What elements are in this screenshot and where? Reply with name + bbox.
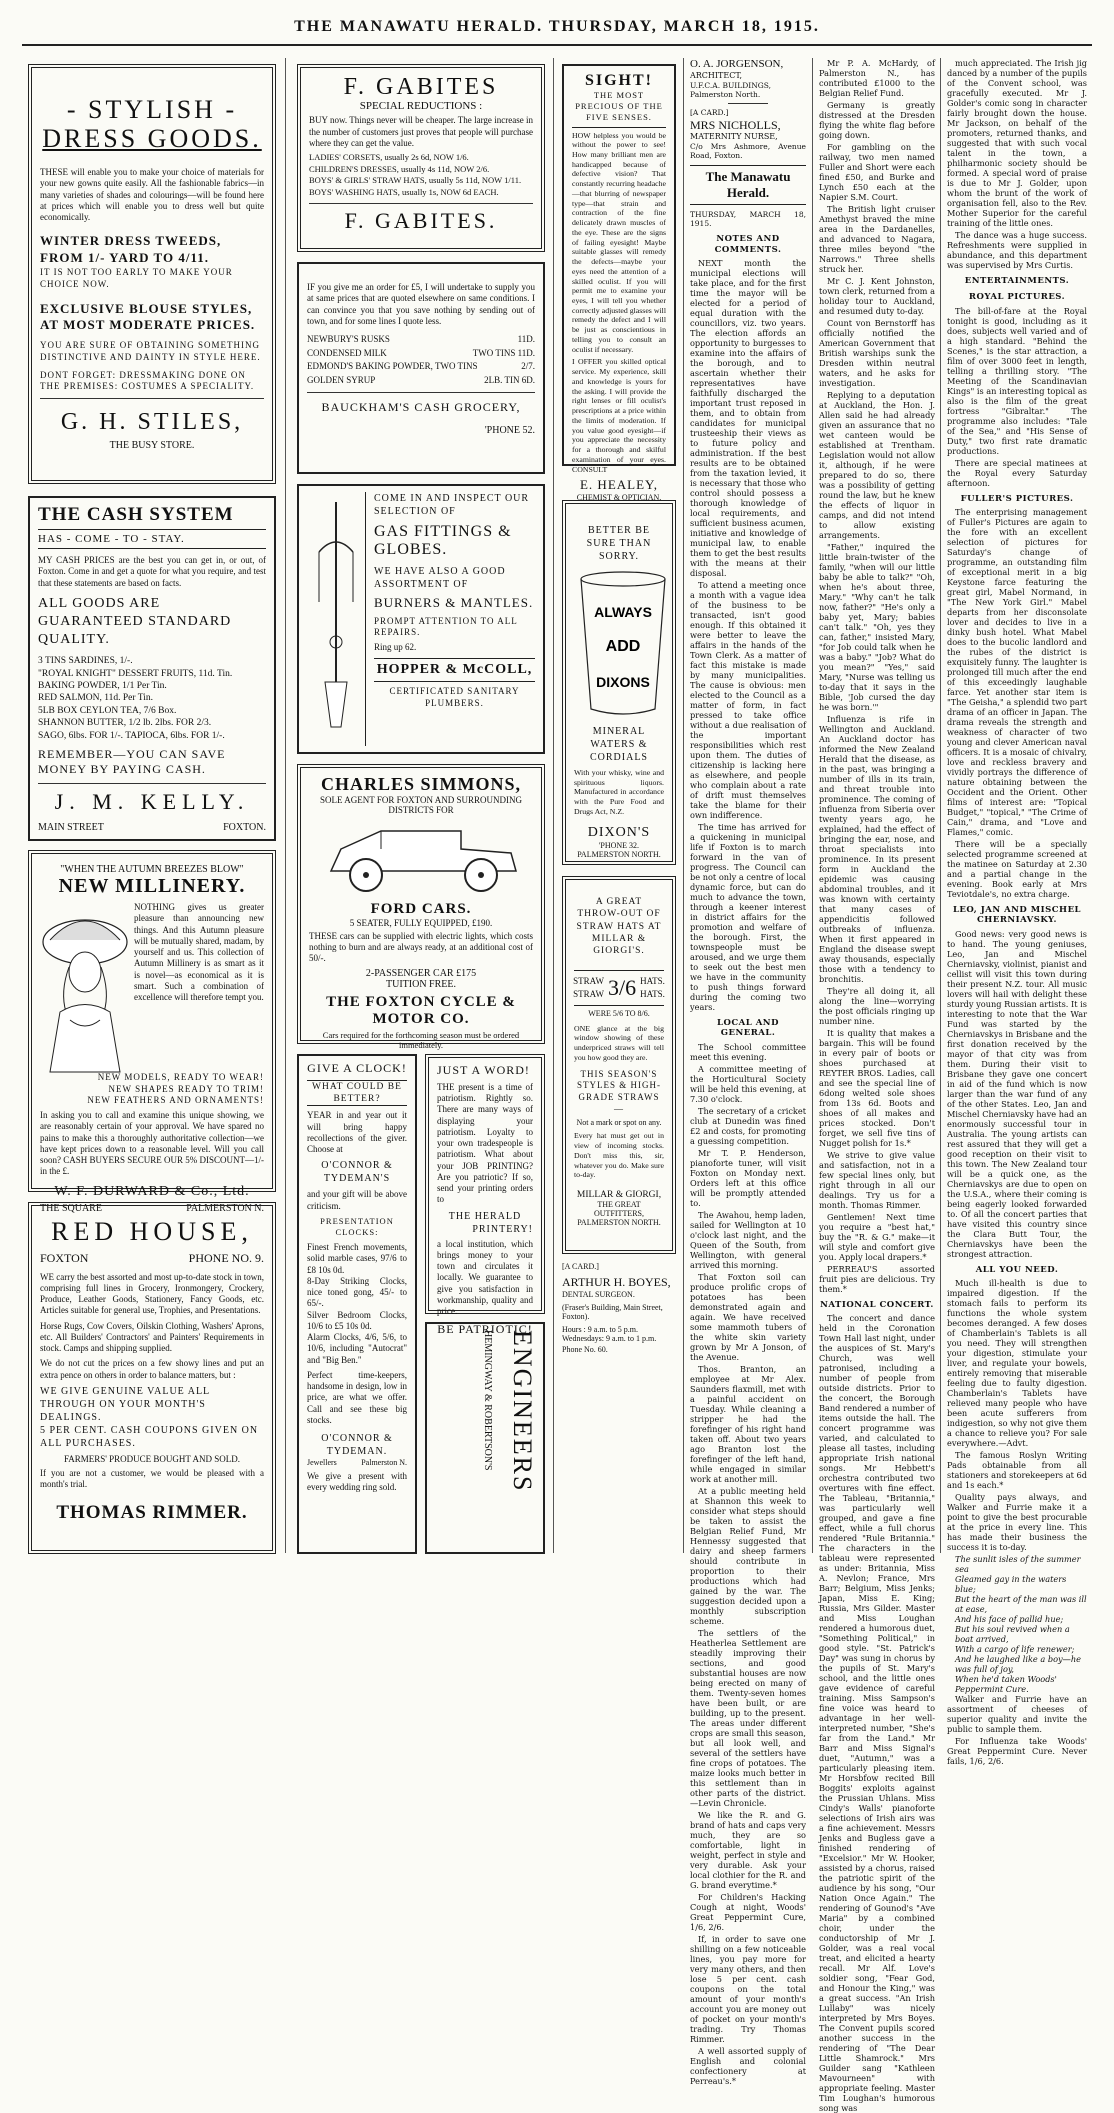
- clock-name: O'CONNOR & TYDEMAN.: [321, 1433, 393, 1458]
- clock-advert: [297, 1054, 417, 1554]
- column-divider: [812, 58, 813, 1553]
- bauckham-name: BAUCKHAM'S CASH GROCERY,: [321, 400, 521, 414]
- need-paragraph: Quality pays always, and Walker and Furrie make it a point to give the best procurable at the price in every line. This has made their business the success it is to-day.: [947, 1492, 1087, 1553]
- poem-line: When he'd taken Woods' Peppermint Cure.: [955, 1674, 1057, 1695]
- durward-title: NEW MILLINERY.: [58, 875, 246, 897]
- kelly-subtitle: HAS - COME - TO - STAY.: [38, 529, 266, 549]
- fuller-heading: FULLER'S PICTURES.: [960, 493, 1074, 504]
- rimmer-produce: FARMERS' PRODUCE BOUGHT AND SOLD.: [63, 1453, 241, 1464]
- clock-pres: PRESENTATION CLOCKS:: [320, 1215, 394, 1238]
- kelly-price-item: SAGO, 6lbs. FOR 1/-. TAPIOCA, 6lbs. FOR 1/-.: [38, 730, 225, 741]
- kelly-advert: [28, 496, 276, 841]
- rimmer-coupons: 5 PER CENT. CASH COUPONS GIVEN ON ALL PURCHASES.: [40, 1424, 259, 1449]
- concert-continued: much appreciated. The Irish jig danced by a number of the pupils of the Convent school, was gracefully executed. Mr J. Golder's comic song in character fairly brought down the house. Mr Jackson, on behalf of the promoters, returned thanks, and suggested that with such vocal talent in the town, a philharmonic society should be formed. A special word of praise is due to Mr J. Golder, upon whom the brunt of the work of organisation fell, also to the Rev. Mother Superior for the careful training of the little ones.: [947, 58, 1087, 228]
- engineers-firm: HEMINGWAY & ROBERTSON'S: [482, 1330, 493, 1471]
- simmons-cars: FORD CARS.: [370, 900, 472, 917]
- bauckham-item: CONDENSED MILK: [307, 347, 387, 358]
- boyes-card-label: [A CARD.]: [562, 1262, 599, 1271]
- simmons-sub: SOLE AGENT FOR FOXTON AND SURROUNDING DISTRICTS FOR: [320, 794, 522, 815]
- rimmer-title: RED HOUSE,: [51, 1217, 253, 1246]
- notes-paragraph: The time has arrived for a quickening in municipal life if Foxton is to march forward in the van of progress. The Council can be not only a centre of local dynamic force, but can do much to advance the town, through a keener interest in district affairs for the promotion and welfare of the borough. First, the townspeople must be aroused, and we urge them to seek out the best men we have in the community to push things forward during the coming two years.: [690, 821, 806, 1012]
- bauckham-phone: 'PHONE 52.: [484, 424, 535, 436]
- ford-car-illustration: [311, 819, 531, 897]
- millar-season: THIS SEASON'S STYLES & HIGH-GRADE STRAWS—: [577, 1068, 661, 1114]
- stiles-intro: THESE will enable you to make your choice of materials for your new gowns quite easily. All the fashionable fabrics—in many varieties of shades and colourings—will be found here at prices which will enable you to dress well but quite economically.: [40, 167, 264, 223]
- jorgenson-role: ARCHITECT,: [690, 71, 743, 81]
- kelly-price-item: BAKING POWDER, 1/1 Per Tin.: [38, 681, 167, 692]
- local-item: That Foxton soil can produce prolific crops of potatoes has been demonstrated again and again. We have received some mammoth tubers of the white skin variety grown by Mr A Jonson, of the Avenue.: [690, 1271, 806, 1362]
- entertainments-heading: ENTERTAINMENTS.: [964, 276, 1070, 286]
- clock-town: Palmerston N.: [361, 1458, 407, 1468]
- kelly-intro: MY CASH PRICES are the best you can get in, or out, of Foxton. Come in and get a quote for what you require, and test that these statements are based on facts.: [38, 555, 266, 588]
- bauckham-price: 11D.: [517, 334, 535, 344]
- kelly-address: MAIN STREET: [38, 822, 104, 834]
- kelly-name: J. M. KELLY.: [54, 789, 250, 815]
- millar-advert: [562, 876, 676, 1254]
- gabites-sub: SPECIAL REDUCTIONS :: [359, 100, 483, 113]
- news-item: Mr C. J. Kent Johnston, town clerk, returned from a holiday tour to Auckland, and resumed duty to-day.: [819, 276, 935, 316]
- notes-paragraph: To attend a meeting once a month with a vague idea of the business to be transacted, isn't good enough. If this obtained it were better to leave the affairs in the hands of the Town Clerk. As a matter of fact this mistake is made by many municipalities. The cause is obvious: men elected to the Council as a matter of form, in fact pressed to take office without a due realisation of the important responsibilities which rest upon them. The duties of citizenship is lacking here as elsewhere, and people who complain about a rate of drift must themselves take the blame for their own indifference.: [690, 579, 806, 820]
- herald-name: THE HERALD: [448, 1210, 522, 1222]
- millar-price: 3/6: [607, 974, 637, 1000]
- local-item: Mr T. P. Henderson, pianoforte tuner, will visit Foxton on Monday next. Orders left at this office will be promptly attended to.: [690, 1147, 806, 1208]
- column-divider: [683, 58, 684, 1553]
- gabites-name: F. GABITES.: [344, 208, 498, 234]
- news-item: Mr P. A. McHardy, of Palmerston N., has contributed £1000 to the Belgian Relief Fund.: [819, 58, 935, 98]
- kelly-price-item: SHANNON BUTTER, 1/2 lb. 2lbs. FOR 2/3.: [38, 718, 212, 729]
- news-item: For Influenza take Woods' Great Peppermint Cure. Never fails, 1/6, 2/6.: [947, 1736, 1087, 1767]
- dixon-name: DIXON'S: [587, 824, 651, 840]
- millar-straw-1: STRAW: [573, 976, 604, 987]
- durward-town: PALMERSTON N.: [186, 1202, 264, 1214]
- millar-hats-2: HATS.: [640, 988, 665, 999]
- rimmer-name: THOMAS RIMMER.: [56, 1502, 248, 1524]
- column-divider: [285, 58, 286, 1553]
- kelly-guarantee: ALL GOODS ARE GUARANTEED STANDARD QUALITY.: [38, 595, 232, 648]
- hopper-advert: [297, 484, 545, 754]
- simmons-advert: [297, 764, 545, 1051]
- gabites-intro: BUY now. Things never will be cheaper. The large increase in the number of customers just proves that people will purchase where they can get the value.: [309, 115, 533, 148]
- millar-town: PALMERSTON NORTH.: [577, 1218, 661, 1228]
- stiles-tweeds: WINTER DRESS TWEEDS, FROM 1/- YARD TO 4/11.: [40, 233, 222, 266]
- durward-quote: "WHEN THE AUTUMN BREEZES BLOW": [60, 864, 244, 875]
- durward-line-2: NEW SHAPES READY TO TRIM!: [108, 1083, 264, 1094]
- healey-sub-2: CHEMIST & OPTICIAN.: [576, 493, 662, 503]
- concert-continued: The dance was a huge success. Refreshments were supplied in abundance, and this department was supervised by Mrs Curtis.: [947, 230, 1087, 270]
- bauckham-item: GOLDEN SYRUP: [307, 374, 376, 385]
- simmons-tuition: TUITION FREE.: [386, 978, 456, 990]
- kelly-remember: REMEMBER—YOU CAN SAVE MONEY BY PAYING CASH.: [38, 746, 226, 777]
- durward-address: THE SQUARE: [40, 1202, 102, 1214]
- gabites-item: BOYS' WASHING HATS, usually 1s, NOW 6d EACH.: [309, 186, 499, 197]
- news-item: Influenza is rife in Wellington and Auckland. An Auckland doctor has informed the New Zealand Herald that the disease, as in the past, was bringing a number of ills in its train, and threat trouble into prominence. The coming of influenza from Siberia over twenty years ago, he explained, had the effect of bringing the ear, nose, and throat specialists into prominence. In its present form in Auckland the epidemic was causing abdominal troubles, and it was known with certainty that many cases of appendicitis followed outbreaks of influenza. When it first appeared in England the disease swept away thousands, especially those with a tendency to bronchitis.: [819, 714, 935, 984]
- poem-line: And he laughed like a boy—he was full of joy,: [955, 1654, 1081, 1675]
- rimmer-phone: PHONE NO. 9.: [188, 1250, 264, 1265]
- dixon-body: With your whisky, wine and spirituous liquors. Manufactured in accordance with the Pure Food and Drugs Act, N.Z.: [574, 768, 664, 816]
- kelly-town: FOXTON.: [223, 822, 266, 834]
- news-item: We strive to give value and satisfaction, not in a few special lines only, but right through in all our dealings. Try us for a month. Thomas Rimmer.: [819, 1150, 935, 1210]
- masthead: THE MANAWATU HERALD. THURSDAY, MARCH 18, 1915.: [294, 18, 820, 35]
- healey-name: E. HEALEY,: [579, 477, 658, 493]
- engineers-title: ENGINEERS: [508, 1330, 537, 1493]
- durward-invite: In asking you to call and examine this unique showing, we are reasonably certain of your approval. We have spared no pains to make this a thoroughly authoritative collection—we have kept prices down to a reasonable level. Will you call soon? CASH BUYERS SECURE OUR 5% DISCOUNT—1/- in the £.: [40, 1110, 265, 1177]
- local-item: The secretary of a cricket club at Dunedin was fined £2 and costs, for promoting a guessing competition.: [690, 1105, 806, 1146]
- news-item: The British light cruiser Amethyst braved the mine area in the Dardanelles, and advanced to Nagara, three miles beyond "the Narrows." Three shells struck her.: [819, 204, 935, 274]
- local-item: A committee meeting of the Horticultural Society will be held this evening, at 7.30 o'clock.: [690, 1063, 806, 1104]
- clock-item: Alarm Clocks, 4/6, 5/6, to 10/6, including "Autocrat" and "Big Ben.": [307, 1332, 407, 1365]
- poem-line: Gleamed gay in the waters blue;: [955, 1574, 1067, 1595]
- hopper-title: GAS FITTINGS & GLOBES.: [374, 523, 512, 559]
- boyes-address: (Fraser's Building, Main Street, Foxton).: [562, 1303, 663, 1321]
- gabites-item: CHILDREN'S DRESSES, usually 4s 11d, NOW 2/6.: [309, 163, 490, 174]
- local-item: At a public meeting held at Shannon this week to consider what steps should be taken to assist the Belgian Relief Fund, Mr Hennessy suggested that dairy and sheep farmers should contribute in proportion to their productions which had gained by the war. The suggestion decided upon a monthly subscription scheme.: [690, 1485, 806, 1626]
- news-item: "Father," inquired the little brain-twister of the family, "when will our little baby be able to talk?" "Oh, when he's about three, Mary." "Why can't he talk now, father?" "He's only a baby yet, Mary; babies can't talk." "Oh, yes they can, father," insisted Mary, "for Job could talk when he was a baby." "Job? What do you mean?" "Yes," said Mary, "Nurse was telling us to-day that it says in the Bible, 'Job cursed the day he was born.'": [819, 542, 935, 712]
- kelly-title: THE CASH SYSTEM: [38, 504, 234, 525]
- news-item: Replying to a deputation at Auckland, the Hon. J. Allen said he had already given an assurance that no wet canteen would be established at Trentham. Legislation would not allow it, although, if he were prepared to do so, there was a possibility of getting round the law, but he knew the effects of liquor in camps, and did not intend to allow existing arrangements.: [819, 390, 935, 540]
- need-paragraph: Much ill-health is due to impaired digestion. If the stomach fails to perform its functions the whole system becomes deranged. A few doses of Chamberlain's Tablets is all you need. They will strengthen your digestion, stimulate your liver, and regulate your bowels, entirely removing that miserable feeling due to faulty digestion. Chamberlain's Tablets have relieved many people who have been acute sufferers from indigestion, so why not give them a chance to relieve you? For sale everywhere.—Advt.: [947, 1278, 1087, 1449]
- paper-title: The Manawatu Herald.: [690, 165, 806, 205]
- local-item: We like the R. and G. brand of hats and caps very much, they are so comfortable, light in weight, perfect in style and very durable. Ask your local clothier for the R. and G. brand everytime.*: [690, 1809, 806, 1890]
- kelly-price-item: 5LB BOX CEYLON TEA, 7/6 Box.: [38, 705, 177, 716]
- local-item: The Awahou, hemp laden, sailed for Wellington at 10 o'clock last night, and the Queen of the South, from Wellington, with general arrived this morning.: [690, 1209, 806, 1270]
- boyes-hours: Hours : 9 a.m. to 5 p.m. Wednesdays: 9 a.m. to 1 p.m.: [562, 1325, 657, 1343]
- boyes-role: DENTAL SURGEON.: [562, 1290, 635, 1299]
- herald-title: JUST A WORD!: [437, 1063, 530, 1077]
- nicholls-card-label: [A CARD.]: [690, 108, 729, 118]
- bauckham-price: 2LB. TIN 6D.: [484, 374, 535, 385]
- millar-head: A GREAT THROW-OUT OF STRAW HATS AT MILLAR & GIORGI'S.: [576, 897, 662, 957]
- millar-body: ONE glance at the big window showing of these underpriced straws will tell you how good they are.: [574, 1023, 664, 1062]
- concert-paragraph: The concert and dance held in the Coronation Town Hall last night, under the auspices of St. Mary's Church, was well patronised, including a number of people from outside districts. Prior to the concert, the Borough Band rendered a number of items outside the hall. The concert programme was varied, and calculated to please all tastes, including appropriate Irish national songs. Mr Hebbett's orchestra contributed two overtures with fine effect. The Tableau, "Britannia," was particularly well grouped, and gave a fine effect, while a full chorus rendered "Rule Britannia." The characters in the tableau were represented as under: Britannia, Miss A. Nevlon; France, Mrs Barr; Belgium, Miss Jenks; Japan, Miss E. King; Russia, Mrs Gilder. Master and Miss Loughan rendered a humorous duet, "Something Political," in good style. "St. Patrick's Day" was sung in chorus by the pupils of St. Mary's school, and the little ones gave evidence of careful training. Miss Sampson's fine voice was heard to advantage in her well-interpreted number, "She's far from the Land." Mr Barr and Miss Signal's duet, "Autumn," was a particularly pleasing item. Mr Horsbfow recited Bill Boggits' exploits against the Prussian Uhlans. Miss Cindy's Walls' pianoforte selections of Irish airs was a fine achievement. Messrs Jenks and Bugless gave a finished rendering of "Excelsior." Mr W. Hooker, assisted by a chorus, raised the patriotic spirit of the audience by his song, "Our Nation Once Again." The rendering of Gounod's "Ave Maria" by a combined choir, under the conductorship of Mr J. Golder, was a real vocal treat, and elicited a hearty recall. Mr Alf. Love's soldier song, "Fear God, and Honour the King," was a great success. "An Irish Lullaby" was nicely interpreted by Mrs Boyes. The Convent pupils scored another success in the rendering of "The Dear Little Shamrock." Mrs Guilder sang "Kathleen Mavourneen" with appropriate feeling. Master Tim Loughan's humorous song was: [819, 1313, 935, 2113]
- hopper-line-1: COME IN AND INSPECT OUR SELECTION OF: [374, 493, 530, 517]
- poem-line: And his face of pallid hue;: [955, 1614, 1064, 1625]
- nicholls-address: C/o Mrs Ashmore, Avenue Road, Foxton.: [690, 141, 806, 161]
- kelly-price-item: "ROYAL KNIGHT" DESSERT FRUITS, 11d. Tin.: [38, 668, 233, 679]
- millar-spot: Not a mark or spot on any.: [576, 1118, 662, 1128]
- concert-heading: NATIONAL CONCERT.: [820, 1300, 934, 1310]
- leo-heading: LEO, JAN AND MISCHEL CHERNIAVSKY.: [952, 905, 1082, 926]
- news-item: It is quality that makes a bargain. This will be found in every pair of boots or shoes purchased at REYTER BROS. Ladies, call and see the special line of 6dong welted sole shoes from 13s 6d. Boots and shoes of all makes and prices stocked. Don't forget, we sell five tins of Nugget polish for 1s.*: [819, 1028, 935, 1148]
- millar-straw-2: STRAW: [573, 988, 604, 999]
- stiles-title-1: - STYLISH -: [66, 95, 238, 124]
- poem-line: The sunlit isles of the summer sea: [955, 1554, 1081, 1575]
- news-item: Gentlemen! Next time you require a "best hat," buy the "R. & G." make—it will style and comfort give you. Apply local drapers.*: [819, 1212, 935, 1262]
- stiles-tagline: THE BUSY STORE.: [109, 439, 195, 451]
- local-item: For Children's Hacking Cough at night, Woods' Great Peppermint Cure, 1/6, 2/6.: [690, 1891, 806, 1932]
- stiles-tweeds-note: IT IS NOT TOO EARLY TO MAKE YOUR CHOICE NOW.: [40, 267, 233, 289]
- healey-body-2: I OFFER you skilled optical service. My experience, skill and knowledge is yours for the asking. I will provide the right lenses or fill oculist's prescriptions at a price within the limits of moderation. If you value good eyesight—if you appreciate the necessity for a thorough and skilful examination of your eyes. CONSULT: [572, 357, 666, 474]
- bauckham-item: EDMOND'S BAKING POWDER, TWO TINS: [307, 361, 478, 371]
- clock-item: 8-Day Striking Clocks, nice toned gong, 45/- to 65/-.: [307, 1275, 407, 1309]
- simmons-body: THESE cars can be supplied with electric lights, which costs nothing to burn and are always ready, at an additional cost of 50/-.: [309, 930, 533, 964]
- fuller-paragraph: There will be a specially selected programme screened at the matinee on Saturday at 2.30 and a partial change in the evening. Book early at Mrs Teviotdale's, no extra charge.: [947, 839, 1087, 900]
- royal-heading: ROYAL PICTURES.: [968, 292, 1066, 303]
- news-item: Walker and Furrie have an assortment of cheeses of superior quality and invite the public to sample them.: [947, 1694, 1087, 1735]
- millar-hats-1: HATS.: [640, 976, 665, 987]
- stiles-title-2: DRESS GOODS.: [42, 123, 262, 153]
- dixon-head: BETTER BE SURE THAN SORRY.: [586, 525, 652, 562]
- dixon-waters: MINERAL WATERS & CORDIALS: [589, 726, 648, 763]
- news-item: Germany is greatly distressed at the Dresden flying the white flag before going down.: [819, 100, 935, 140]
- clock-jewellers: Jewellers: [307, 1458, 337, 1468]
- nicholls-name: MRS NICHOLLS,: [690, 117, 781, 132]
- herald-body: THE present is a time of patriotism. Rightly so. There are many ways of displaying your patriotism. Loyalty to your own tradespeople is patriotism. What about your JOB PRINTING? Are you patriotic? If so, send your printing orders to: [437, 1081, 533, 1205]
- durward-line-1: NEW MODELS, READY TO WEAR!: [97, 1072, 264, 1082]
- rimmer-advert: [28, 1202, 276, 1554]
- column-divider: [940, 58, 941, 1553]
- gabites-title: F. GABITES: [343, 74, 499, 100]
- hopper-name: HOPPER & McCOLL,: [374, 658, 535, 682]
- stiles-distinctive: YOU ARE SURE OF OBTAINING SOMETHING DISTINCTIVE AND DAINTY IN STYLE HERE.: [40, 340, 261, 363]
- healey-title: SIGHT!: [584, 72, 653, 89]
- durward-name: W. F. DURWARD & Co., Ltd.: [54, 1183, 250, 1199]
- rimmer-genuine: WE GIVE GENUINE VALUE ALL THROUGH ON YOUR MONTH'S DEALINGS.: [40, 1385, 210, 1423]
- clock-firm: O'CONNOR & TYDEMAN'S: [321, 1160, 393, 1185]
- leo-paragraph: Good news: very good news is to hand. The young geniuses, Leo, Jan and Mischel Cherniavsky, violinist, pianist and cellist will visit this town during their present N.Z. tour. All music lovers will hail with delight these sturdy young Russian artists. It is interesting to note that the War Fund was started by the Cherniavskys in Brisbane and the first donation received by the mayor of that city was from them. During their visit to Brisbane they gave one concert in aid of the fund which is now larger than the war fund of any of the other States. Leo, Jan and Mischel Cherniavsky have had an enormously successful tour in Australia. The young artists can rest assured that they will get a good reception on their visit to this town. The New Zealand tour will be a quick one, as the Cherniavskys are due to open on the U.S.A., where their coming is being eagerly looked forwarded to. Of all the concert parties that have visited this country since the Clara Butt Tour, the Cherniavskys have been the strongest attraction.: [947, 928, 1087, 1259]
- rimmer-town: FOXTON: [40, 1250, 89, 1265]
- gabites-advert: [297, 64, 545, 252]
- stiles-advert: [28, 64, 276, 484]
- simmons-spec: 5 SEATER, FULLY EQUIPPED, £190.: [349, 917, 493, 928]
- news-column-5: [819, 58, 935, 2113]
- local-item: A well assorted supply of English and colonial confectionery at Perreau's.*: [690, 2045, 806, 2086]
- need-paragraph: The famous Roslyn Writing Pads obtainable from all stationers and storekeepers at 6d and 1s each.*: [947, 1450, 1087, 1491]
- fuller-paragraph: The enterprising management of Fuller's Pictures are again to the fore with an excellent selection of pictures for Saturday's change of programme, an outstanding film of exceptional merit in a big Keystone farce featuring the great girl, Mabel Normand, in "The New York Girl." Mabel departs from her disconsolate lover and decides to live in a dinky bush hotel. What Mabel does to the bucolic landlord and the rubes of the district is exquisitely funny. The laughter is prolonged till much after the end of this exceedingly laughable farce. Yet another star item is "The Geisha," a splendid two part drama of an officer in Japan. The drama reveals the strength and weakness of character of two young and clever American naval officers. It is a mosaic of chivalry, love and reckless bravery and vividly portrays the difference of nature obtaining between the Occident and the Orient. Other films of interest are: "Topical Budget," "topical," "The Crime of Cain," drama, and "Love and Flames," comic.: [947, 507, 1087, 838]
- jorgenson-address: U.F.C.A. BUILDINGS,: [690, 81, 772, 91]
- local-item: The settlers of the Heatherlea Settlement are steadily improving their sections, and good substantial houses are now being erected on many of them. Twenty-seven homes have been built, or are building, up to the present. The areas under different crops are small this season, but all look well, and several of the settlers have fine crops of potatoes. The maize looks much better in this settlement than in other parts of the district.—Levin Chronicle.: [690, 1627, 806, 1808]
- dixon-town: PALMERSTON NORTH.: [577, 849, 661, 859]
- news-item: Count von Bernstorff has officially notified the American Government that British warships sunk the Dresden within neutral waters, and he asks for investigation.: [819, 318, 935, 388]
- bauckham-price: TWO TINS 11D.: [472, 347, 535, 358]
- simmons-company: THE FOXTON CYCLE & MOTOR CO.: [326, 993, 516, 1027]
- jorgenson-name: O. A. JORGENSON,: [690, 58, 784, 70]
- healey-sub: THE MOST PRECIOUS OF THE FIVE SENSES.: [572, 90, 666, 127]
- news-item: PERREAU'S assorted fruit pies are delicious. Try them.*: [819, 1264, 935, 1294]
- gabites-list: [309, 152, 533, 198]
- need-heading: ALL YOU NEED.: [975, 1264, 1059, 1275]
- jorgenson-town: Palmerston North.: [690, 90, 761, 100]
- paper-date: THURSDAY, MARCH 18, 1915.: [690, 209, 806, 229]
- lady-hat-illustration: [40, 902, 130, 1072]
- healey-body: HOW helpless you would be without the power to see! How many brilliant men are handicapped because of defective vision? That constantly recurring headache—that blurring of newspaper type—that strain and contraction of the fine delicately drawn muscles of the eye. These are the signs of failing eyesight! Maybe suitable glasses will remedy the defects—maybe your eyes need the attention of a skilled oculist. If you will permit me to examine your eyes, I will tell you whether correctly adjusted glasses will remedy the defect and I will be just as conscientious in telling you to consult an oculist if necessary.: [572, 130, 666, 354]
- hopper-burners: BURNERS & MANTLES.: [374, 594, 534, 610]
- bauckham-price: 2/7.: [521, 361, 535, 371]
- news-item: They're all doing it, all along the line—worrying the post officials ringing up number nine.: [819, 986, 935, 1026]
- poem-line: But the heart of the man was ill at ease,: [955, 1594, 1087, 1615]
- bauckham-list: [307, 333, 535, 387]
- local-item: Thos. Branton, an employee at Mr Alex. Saunders flaxmill, met with a painful accident on Tuesday. While cleaning a stripper he had the forefinger of his right hand taken off. About two years ago Branton lost the forefinger of the left hand, while engaged in similar work at another mill.: [690, 1363, 806, 1484]
- bauckham-advert: [297, 262, 545, 474]
- clock-body-2: and your gift will be above criticism.: [307, 1189, 407, 1211]
- rimmer-body: WE carry the best assorted and most up-to-date stock in town, comprising full lines in Grocery, Ironmongery, Crockery, Produce, Leather Goods, Stationery, Fancy Goods, etc. Articles suitable for general use, Trophies, and Presentations.: [40, 1271, 264, 1316]
- news-column-4: [690, 58, 806, 2086]
- kelly-price-list: [38, 655, 266, 741]
- notes-heading: NOTES AND COMMENTS.: [714, 234, 782, 255]
- royal-paragraph: There are special matinees at the Royal every Saturday afternoon.: [947, 457, 1087, 488]
- peppermint-poem: [947, 1554, 1087, 1694]
- hopper-sub: CERTIFICATED SANITARY PLUMBERS.: [389, 686, 520, 708]
- rimmer-body-3: We do not cut the prices on a few showy lines and put an extra pence on others in order to balance matters, but :: [40, 1358, 264, 1380]
- durward-body: NOTHING gives us greater pleasure than announcing new things. And this Autumn pleasure will be mutually shared, madam, by yourself and us. This collection of Autumn Millinery is as smart as it is novel—as economical as it is smart. Such a combination of excellence will therefore tempt you.: [134, 902, 264, 1002]
- local-item: The School committee meet this evening.: [690, 1041, 806, 1062]
- hopper-line-2: WE HAVE ALSO A GOOD ASSORTMENT OF: [374, 565, 506, 590]
- millar-sub: THE GREAT OUTFITTERS,: [594, 1200, 644, 1219]
- simmons-passenger: 2-PASSENGER CAR £175: [365, 967, 477, 979]
- simmons-title: CHARLES SIMMONS,: [320, 774, 522, 794]
- kelly-price-item: RED SALMON, 11d. Per Tin.: [38, 693, 153, 704]
- rimmer-body-2: Horse Rugs, Cow Covers, Oilskin Clothing, Washers' Aprons, etc. All Builders' Contractors' and Painters' Requirements in stock. Camps and shipping supplied.: [40, 1320, 264, 1354]
- local-heading: LOCAL AND GENERAL.: [717, 1017, 779, 1039]
- boyes-name: ARTHUR H. BOYES,: [562, 1275, 671, 1289]
- millar-body-2: Every hat must get out in view of incoming stocks. Don't miss this, sir, whatever you do. Make sure to-day.: [574, 1131, 664, 1180]
- dixon-advert: [562, 500, 676, 865]
- simmons-note: Cars required for the forthcoming season must be ordered immediately.: [322, 1030, 520, 1051]
- clock-item: Silver Bedroom Clocks, 10/6 to £5 10s 0d.: [307, 1309, 407, 1331]
- glass-text-2: ADD: [605, 638, 641, 655]
- gabites-item: BOYS' & GIRLS' STRAW HATS, usually 5s 11d, NOW 1/11.: [309, 175, 522, 186]
- stiles-name: G. H. STILES,: [60, 409, 244, 436]
- hopper-repairs: PROMPT ATTENTION TO ALL REPAIRS.: [374, 615, 518, 638]
- millar-name: MILLAR & GIORGI,: [576, 1190, 662, 1201]
- notes-paragraph: NEXT month the municipal elections will take place, and for the first time the mayor will be elected for a period of equal duration with the councillors, viz. two years. The election affords an opportunity to burgesses to examine into the affairs of the borough, and to ascertain whether their representatives have faithfully discharged the important trust reposed in them, and to obtain from candidates for municipal trusteeship their views as to future policy and administration. If the best results are to be obtained from the taxation levied, it is necessary that those who control should possess a thorough knowledge of local requirements, and sufficient business acumen, initiative and knowledge of municipal law, to enable them to get the best results with the means at their disposal.: [690, 257, 806, 578]
- herald-printery: PRINTERY!: [472, 1223, 533, 1235]
- clock-perfect: Perfect time-keepers, handsome in design, low in price, are what we offer. Call and see these big stocks.: [307, 1369, 407, 1425]
- durward-advert: [28, 850, 276, 1214]
- glass-text-1: ALWAYS: [594, 604, 652, 620]
- news-column-6: [947, 58, 1087, 1767]
- clock-question: WHAT COULD BE BETTER?: [307, 1080, 407, 1107]
- engineers-advert: [425, 1322, 545, 1554]
- bauckham-item: NEWBURY'S RUSKS: [307, 334, 390, 344]
- herald-body-2: a local institution, which brings money to your town and circulates it locally. We guarantee to give you satisfaction in workmanship, quality and price.: [437, 1238, 533, 1317]
- clock-rings: We give a present with every wedding ring sold.: [307, 1471, 407, 1493]
- boyes-card: [562, 1262, 676, 1553]
- rimmer-note: If you are not a customer, we would be pleased with a month's trial.: [40, 1467, 264, 1490]
- dixon-phone: 'PHONE 32.: [598, 840, 640, 850]
- column-divider: [553, 58, 554, 1553]
- news-item: For gambling on the railway, two men named Fuller and Short were each fined £50, and Burke and Lynch £50 each at the Napier S.M. Court.: [819, 142, 935, 202]
- herald-slogan: BE PATRIOTIC!: [437, 1322, 533, 1337]
- gabites-item: LADIES' CORSETS, usually 2s 6d, NOW 1/6.: [309, 152, 469, 163]
- bauckham-intro: IF you give me an order for £5, I will undertake to supply you at same prices that are quoted elsewhere on same conditions. I can convince you that you save nothing by sending out of town, and for some lines I quote less.: [307, 282, 535, 326]
- tumbler-glass-illustration: [574, 569, 672, 719]
- kelly-price-item: 3 TINS SARDINES, 1/-.: [38, 656, 133, 667]
- herald-printing-advert: [425, 1054, 545, 1337]
- nicholls-role: MATERNITY NURSE,: [690, 132, 778, 142]
- stiles-dressmaking: DONT FORGET: DRESSMAKING DONE ON THE PREMISES: COSTUMES A SPECIALITY.: [40, 369, 255, 392]
- gas-fitting-illustration: [307, 492, 365, 742]
- hopper-ring: Ring up 62.: [374, 642, 417, 653]
- local-item: If, in order to save one shilling on a few noticeable lines, you pay more for very many others, and then lose 5 per cent. cash coupons on the total amount of your month's account you are money out of pocket on your month's trading. Try Thomas Rimmer.: [690, 1933, 806, 2044]
- clock-title: GIVE A CLOCK!: [307, 1061, 407, 1075]
- masthead-rule: [22, 44, 1092, 46]
- boyes-phone: Phone No. 60.: [562, 1345, 608, 1354]
- poem-line: But his soul revived when a boat arrived,: [955, 1624, 1070, 1645]
- clock-item: Finest French movements, solid marble cases, 97/6 to £8 10s 0d.: [307, 1242, 407, 1275]
- glass-text-3: DIXONS: [596, 674, 650, 690]
- millar-were: WERE 5/6 TO 8/6.: [588, 1008, 650, 1018]
- durward-line-3: NEW FEATHERS AND ORNAMENTS!: [87, 1095, 264, 1106]
- healey-advert: [562, 64, 676, 503]
- stiles-blouse: EXCLUSIVE BLOUSE STYLES, AT MOST MODERATE PRICES.: [40, 300, 256, 333]
- poem-line: With a cargo of life renewer;: [955, 1644, 1075, 1655]
- clock-body: YEAR in and year out it will bring happy recollections of the giver. Choose at: [307, 1110, 407, 1155]
- royal-paragraph: The bill-of-fare at the Royal tonight is good, including as it does, subjects well varied and of a high standard. "Behind the Scenes," is the star attraction, a film of over 3000 feet in length, telling a thrilling story. "The Meeting of the Scandinavian Kings" is an interesting topical as also is the film of the great fortress "Gibraltar." The programme also includes: "Tale of the Sea," and "His Sense of Duty," two first rate dramatic productions.: [947, 305, 1087, 456]
